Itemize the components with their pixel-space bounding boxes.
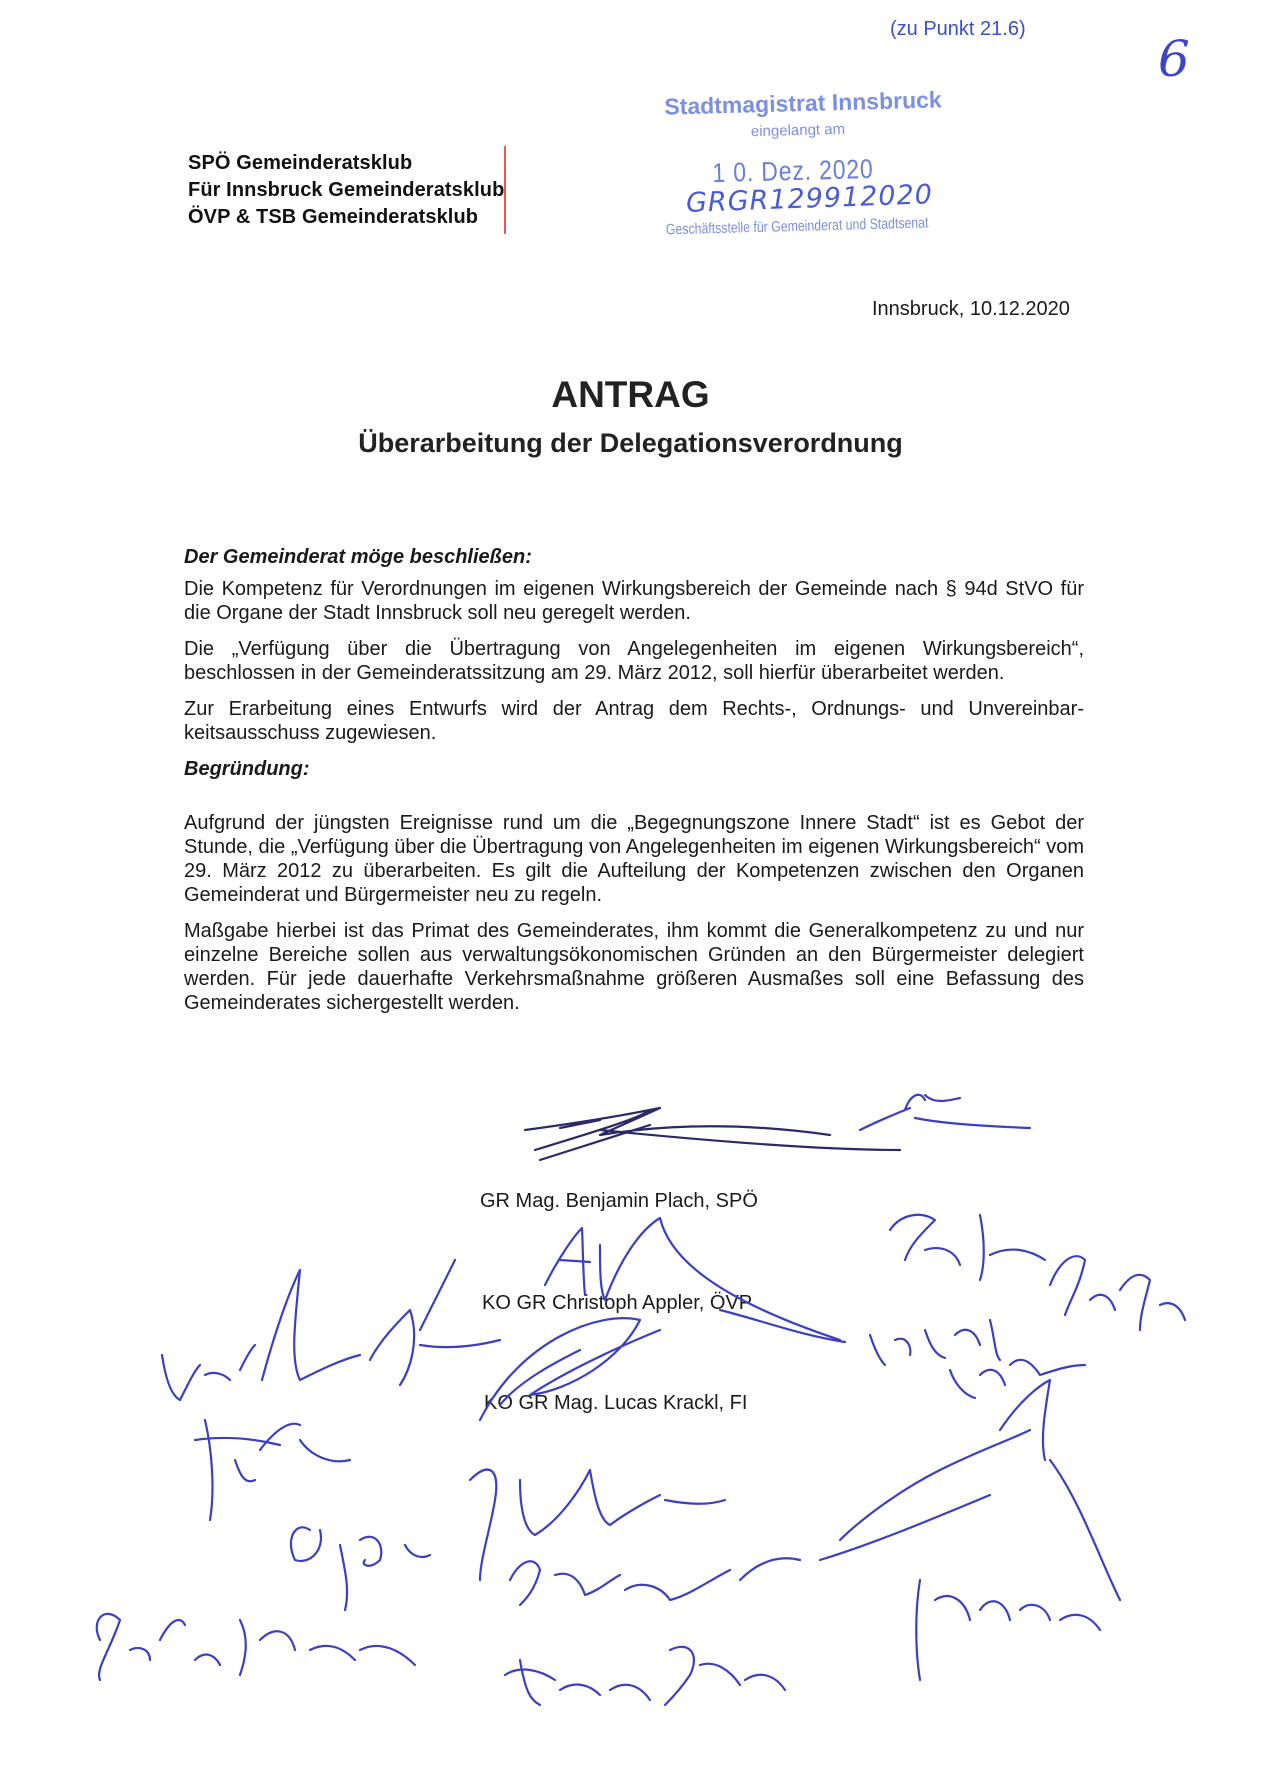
- signature-right-3: [950, 1360, 1085, 1398]
- justification-heading: Begründung:: [184, 758, 310, 780]
- club-name: Für Innsbruck Gemeinderatsklub: [188, 179, 505, 201]
- motion-paragraph: Die „Verfügung über die Übertragung von Angelegenheiten im eigenen Wirkungsbereich“, beschlossen in der Gemeinderatssitzung am 29. März 2012, soll hierfür überarbeitet werden.: [184, 638, 1084, 684]
- signature-middle-1: [470, 1470, 725, 1580]
- stamp-date: 1 0. Dez. 2020: [712, 153, 874, 189]
- stamp-department: Geschäftsstelle für Gemeinderat und Stadtsenat: [665, 214, 929, 239]
- page-number: 6: [1158, 30, 1190, 88]
- signatory-krackl: KO GR Mag. Lucas Krackl, FI: [484, 1392, 748, 1414]
- motion-paragraph: Zur Erarbeitung eines Entwurfs wird der Antrag dem Rechts-, Ordnungs- und Unvereinbarkeitsausschuss zugewiesen.: [184, 698, 1084, 744]
- motion-paragraph: Die Kompetenz für Verordnungen im eigenen Wirkungsbereich der Gemeinde nach § 94d StVO für die Organe der Stadt Innsbruck soll neu geregelt werden.: [184, 578, 1084, 624]
- document-subtitle: Überarbeitung der Delegationsverordnung: [358, 428, 903, 458]
- signature-right-5: [916, 1580, 1100, 1680]
- justification-paragraph: Maßgabe hierbei ist das Primat des Gemeinderates, ihm kommt die Generalkompetenz zu und nur einzelne Bereiche sollen aus verwaltungsökonomischen Gründen an den Bürgermeister delegiert werden. Für jede dauerhafte Verkehrsmaßnahme größeren Ausmaßes soll eine Befassung des Gemeinderates sichergestellt werden.: [184, 920, 1084, 1014]
- club-name: SPÖ Gemeinderatsklub: [188, 152, 413, 174]
- club-list: [188, 150, 504, 231]
- signature-middle-2: [510, 1558, 800, 1605]
- signature-left-3: [291, 1527, 430, 1610]
- document-body: [184, 545, 1084, 1027]
- signature-right-2: [1050, 1256, 1185, 1330]
- motion-heading: Der Gemeinderat möge beschließen:: [184, 546, 532, 568]
- stamp-received-label: eingelangt am: [750, 120, 846, 141]
- signature-appler: [545, 1218, 845, 1342]
- header-divider: [504, 146, 506, 234]
- place-date: Innsbruck, 10.12.2020: [872, 298, 1070, 320]
- stamp-reference: GRGR129912020: [685, 179, 934, 219]
- club-name: ÖVP & TSB Gemeinderatsklub: [188, 206, 479, 228]
- signature-left-2: [195, 1420, 350, 1520]
- justification-paragraph: Aufgrund der jüngsten Ereignisse rund um die „Begegnungszone Innere Stadt“ ist es Gebot der Stunde, die „Verfügung über die Übertragung von Angelegenheiten im eigenen Wirkungsbereich“ vom 29. März 2012 zu überarbeiten. Es gilt die Aufteilung der Kompetenzen zwischen den Organen Gemeinderat und Bürgermeister neu zu regeln.: [184, 812, 1084, 906]
- signatory-plach: GR Mag. Benjamin Plach, SPÖ: [480, 1190, 758, 1212]
- stamp-office: Stadtmagistrat Innsbruck: [664, 86, 942, 120]
- signature-scribble-top: [860, 1095, 1030, 1130]
- signature-right-4: [820, 1380, 1120, 1600]
- signature-plach: [525, 1108, 900, 1160]
- signature-right-1: [890, 1215, 1045, 1280]
- signature-left-1: [162, 1260, 500, 1400]
- receipt-stamp: [638, 86, 948, 240]
- signatory-appler: KO GR Christoph Appler, ÖVP: [482, 1292, 753, 1314]
- point-reference: (zu Punkt 21.6): [890, 18, 1026, 40]
- document-title: ANTRAG: [551, 374, 710, 415]
